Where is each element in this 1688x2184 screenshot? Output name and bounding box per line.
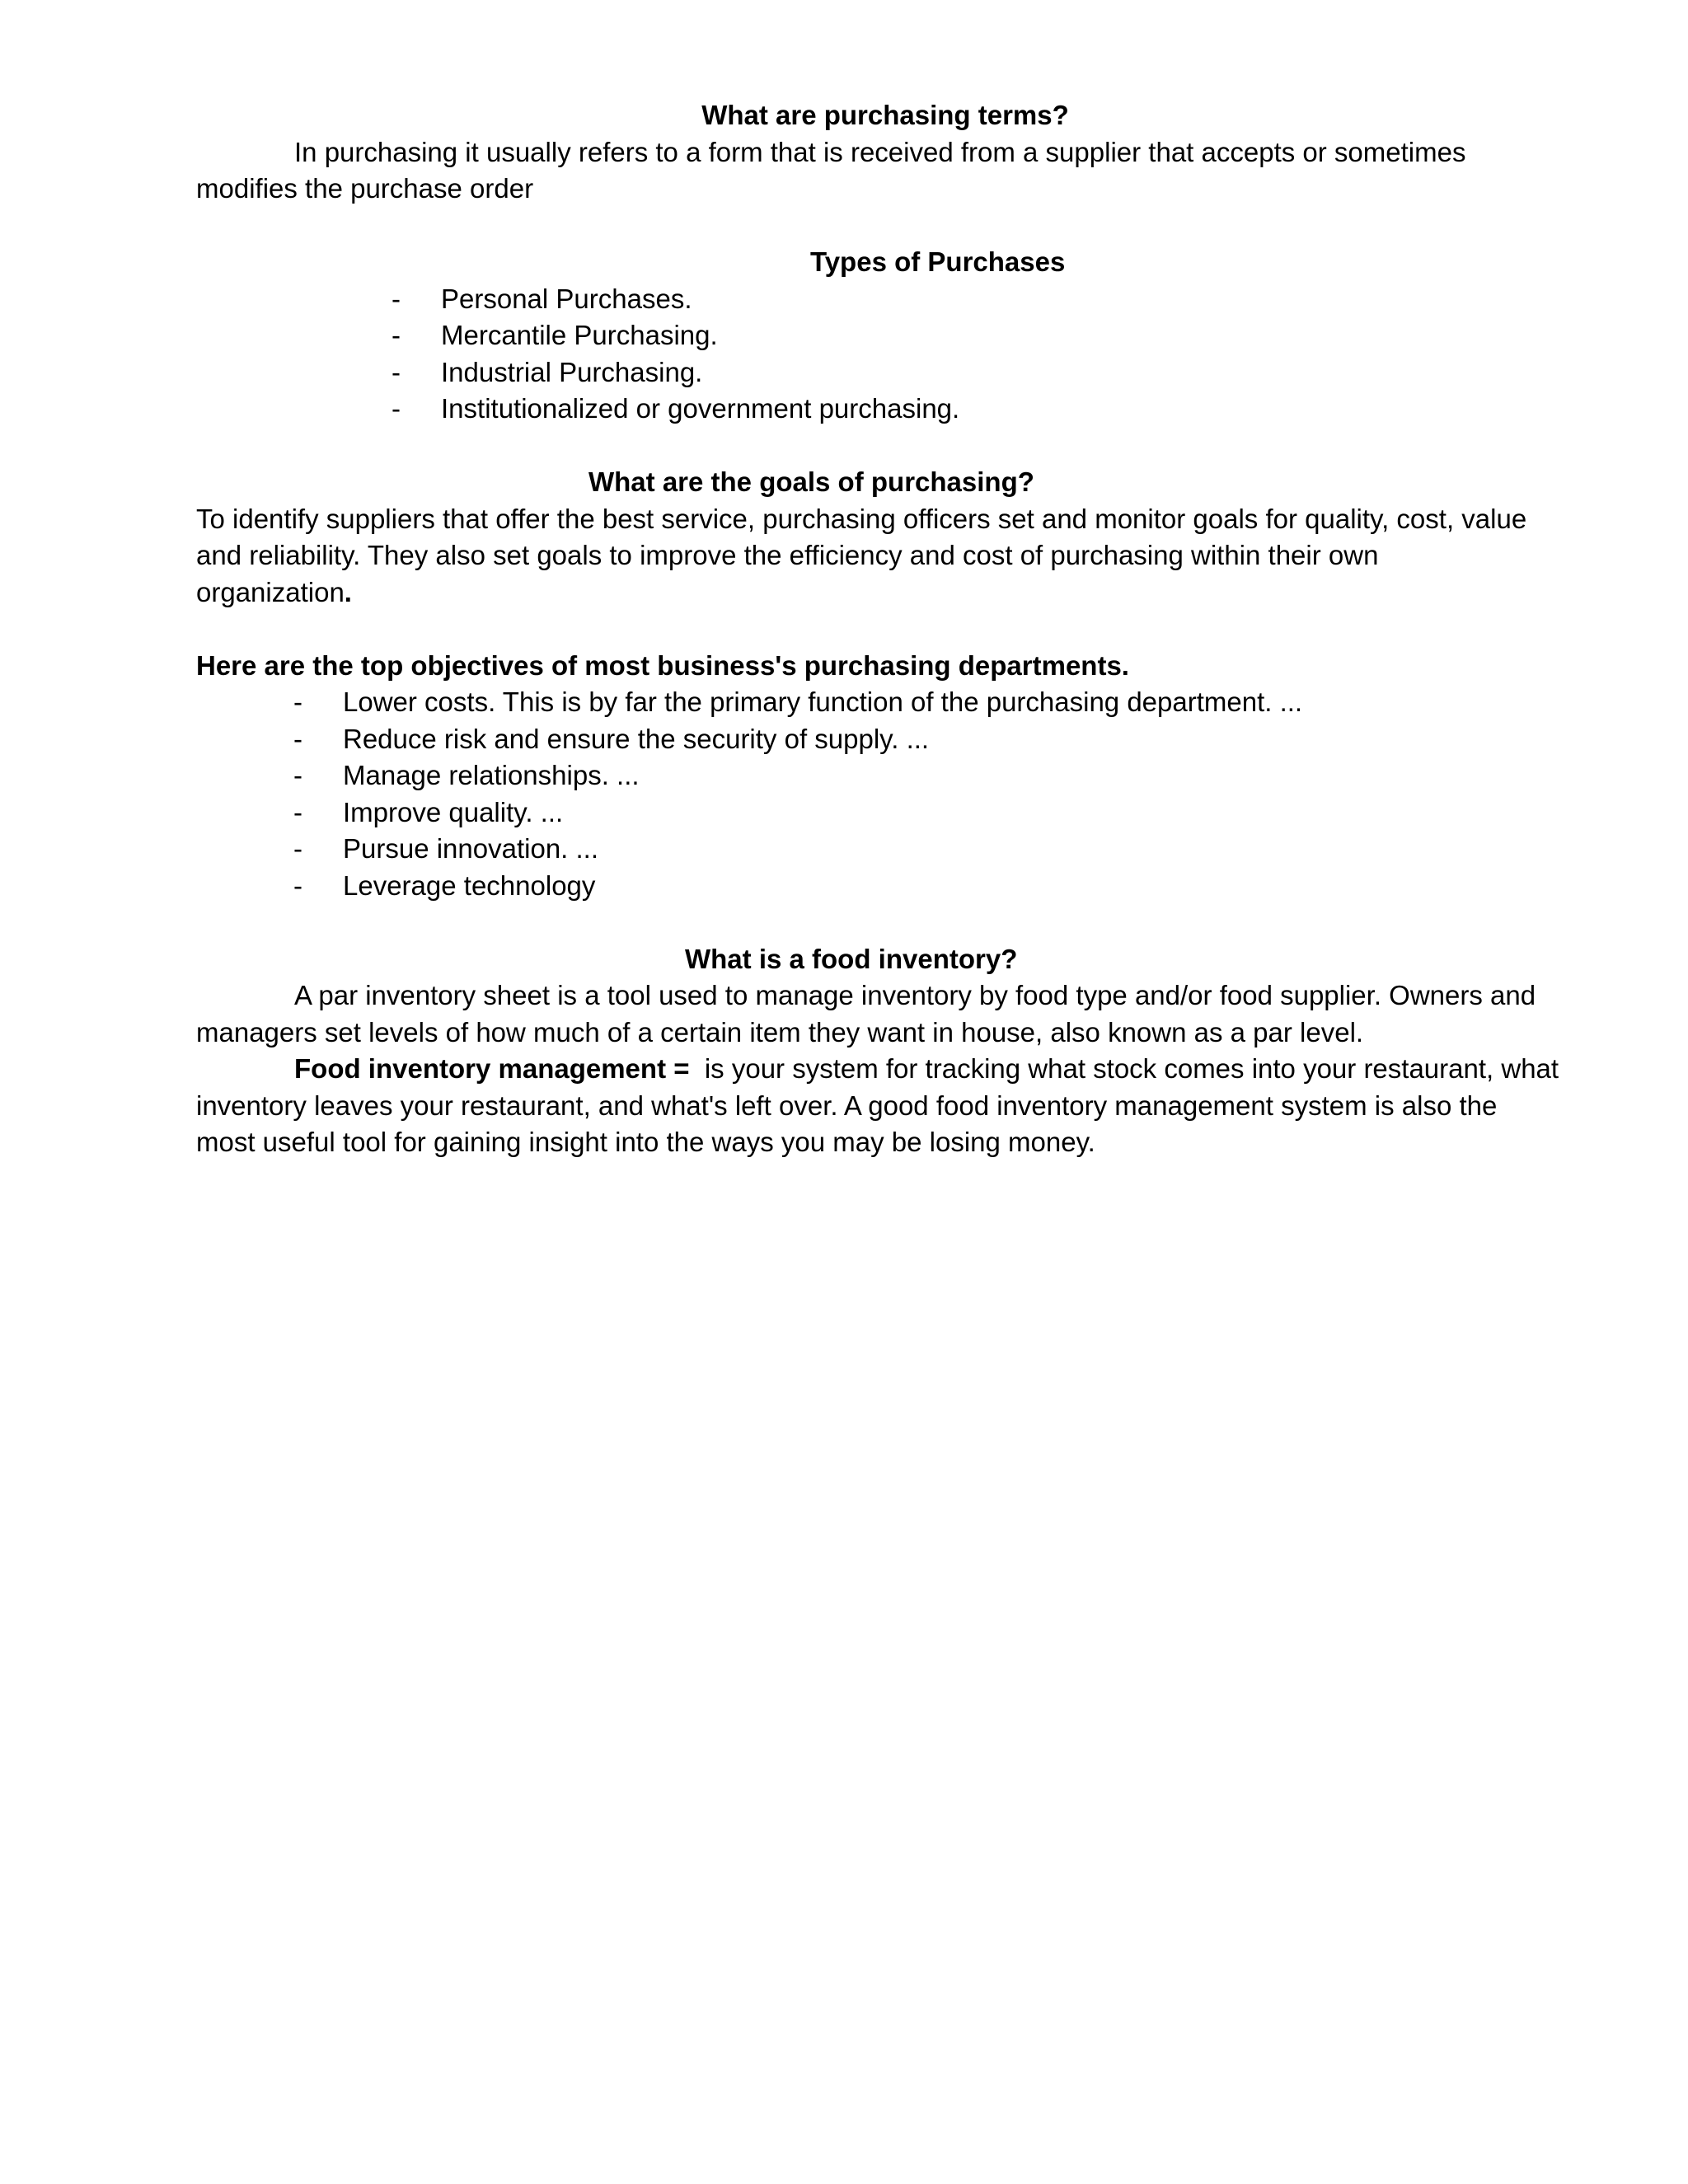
list-item [196, 684, 1574, 721]
paragraph-purchasing-terms-line2: modifies the purchase order [196, 173, 534, 204]
list-item [196, 354, 1574, 391]
list-item [196, 317, 1574, 354]
list-item-text: Pursue innovation. ... [343, 833, 599, 864]
list-item-text: Manage relationships. ... [343, 760, 640, 790]
list-marker: - [293, 687, 302, 717]
heading-types-of-purchases: Types of Purchases [810, 246, 1066, 277]
spacer [196, 611, 1574, 648]
paragraph-goals-line1: To identify suppliers that offer the best service, purchasing officers set and monitor goals for quality, cost, value [196, 503, 1527, 534]
paragraph-inventory-management-line1 [196, 1051, 1574, 1088]
heading-purchasing-terms: What are purchasing terms? [701, 100, 1069, 130]
list-item-text: Mercantile Purchasing. [441, 320, 718, 350]
term-food-inventory-management: Food inventory management = [294, 1053, 690, 1084]
list-marker: - [392, 393, 401, 424]
list-marker: - [293, 796, 302, 827]
list-item [196, 794, 1574, 832]
spacer [196, 428, 1574, 465]
paragraph-inventory-management-line1-rest: is your system for tracking what stock comes into your restaurant, what [689, 1053, 1559, 1084]
paragraph-food-inventory-line1: A par inventory sheet is a tool used to manage inventory by food type and/or food supplier. Owners and [294, 980, 1536, 1010]
list-item-text: Personal Purchases. [441, 283, 692, 314]
list-item-text: Reduce risk and ensure the security of supply. ... [343, 723, 930, 754]
list-item-text: Improve quality. ... [343, 796, 564, 827]
paragraph-goals-line2: and reliability. They also set goals to improve the efficiency and cost of purchasing within their own [196, 540, 1379, 570]
list-marker: - [293, 833, 302, 864]
spacer [196, 208, 1574, 245]
list-item-text: Industrial Purchasing. [441, 356, 703, 387]
paragraph-inventory-management-line3: most useful tool for gaining insight into the ways you may be losing money. [196, 1127, 1095, 1157]
spacer [196, 904, 1574, 941]
paragraph-goals-line3-text: organization [196, 576, 345, 607]
list-marker: - [392, 356, 401, 387]
objectives-list [196, 684, 1574, 904]
document-page [196, 97, 1574, 1161]
list-item [196, 757, 1574, 794]
heading-objectives: Here are the top objectives of most business's purchasing departments. [196, 649, 1129, 681]
paragraph-purchasing-terms-line1: In purchasing it usually refers to a form that is received from a supplier that accepts or sometimes [294, 136, 1466, 167]
heading-goals: What are the goals of purchasing? [588, 466, 1034, 497]
types-list [196, 281, 1574, 428]
list-marker: - [293, 760, 302, 790]
list-marker: - [293, 723, 302, 754]
list-item [196, 831, 1574, 868]
paragraph-goals-period: . [344, 576, 352, 607]
list-item [196, 721, 1574, 758]
list-marker: - [392, 283, 401, 314]
list-item [196, 868, 1574, 905]
list-marker: - [392, 320, 401, 350]
list-marker: - [293, 869, 302, 901]
heading-food-inventory: What is a food inventory? [685, 943, 1018, 974]
list-item [196, 281, 1574, 318]
list-item-text: Lower costs. This is by far the primary function of the purchasing department. ... [343, 687, 1303, 717]
list-item-text: Institutionalized or government purchasing. [441, 393, 960, 424]
list-item-text: Leverage technology [343, 869, 596, 901]
paragraph-food-inventory-line2: managers set levels of how much of a certain item they want in house, also known as a par level. [196, 1016, 1364, 1047]
paragraph-inventory-management-line2: inventory leaves your restaurant, and what's left over. A good food inventory management system is also the [196, 1090, 1498, 1121]
paragraph-goals-line3 [196, 574, 1574, 612]
list-item [196, 391, 1574, 428]
